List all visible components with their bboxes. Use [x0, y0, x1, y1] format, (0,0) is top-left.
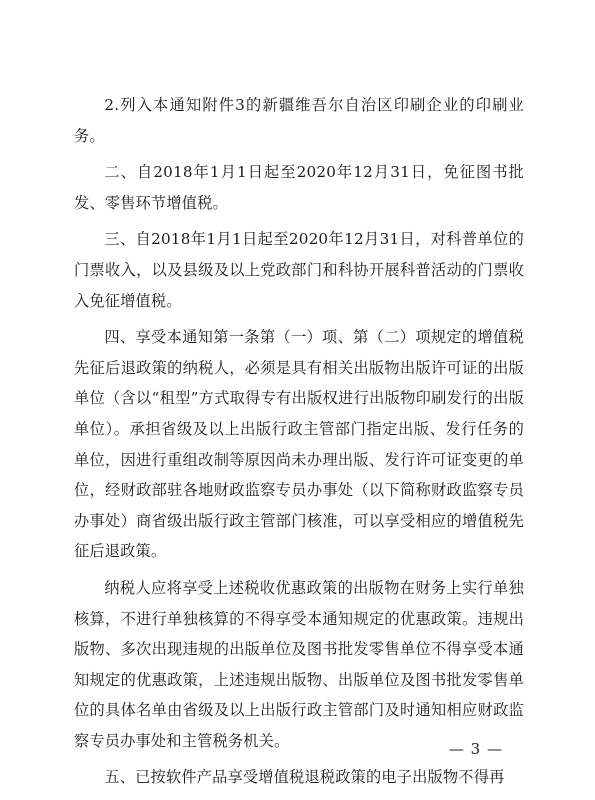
- paragraph-item-2: 2.列入本通知附件3的新疆维吾尔自治区印刷企业的印刷业务。: [74, 96, 524, 145]
- paragraph-taxpayer-accounting: 纳税人应将享受上述税收优惠政策的出版物在财务上实行单独核算，不进行单独核算的不得享受本通知规定的优惠政策。违规出版物、多次出现违规的出版单位及图书批发零售单位不得享受本通知规定的优惠政策，上述违规出版物、出版单位及图书批发零售单位的具体名单由省级及以上出版行政主管部门及时通知相应财政监察专员办事处和主管税务机关。: [74, 578, 524, 750]
- paragraph-section-3: 三、自2018年1月1日起至2020年12月31日，对科普单位的门票收入，以及县级及以上党政部门和科协开展科普活动的门票收入免征增值税。: [74, 230, 524, 310]
- page-number: — 3 —: [448, 740, 503, 758]
- document-body: [74, 90, 524, 799]
- paragraph-section-2: 二、自2018年1月1日起至2020年12月31日，免征图书批发、零售环节增值税。: [74, 163, 524, 212]
- paragraph-section-5: 五、已按软件产品享受增值税退税政策的电子出版物不得再: [104, 768, 505, 787]
- paragraph-section-4: 四、享受本通知第一条第（一）项、第（二）项规定的增值税先征后退政策的纳税人，必须是具有相关出版物出版许可证的出版单位（含以“租型”方式取得专有出版权进行出版物印刷发行的出版单位）。承担省级及以上出版行政主管部门指定出版、发行任务的单位，因进行重组改制等原因尚未办理出版、发行许可证变更的单位，经财政部驻各地财政监察专员办事处（以下简称财政监察专员办事处）商省级出版行政主管部门核准，可以享受相应的增值税先征后退政策。: [74, 328, 524, 561]
